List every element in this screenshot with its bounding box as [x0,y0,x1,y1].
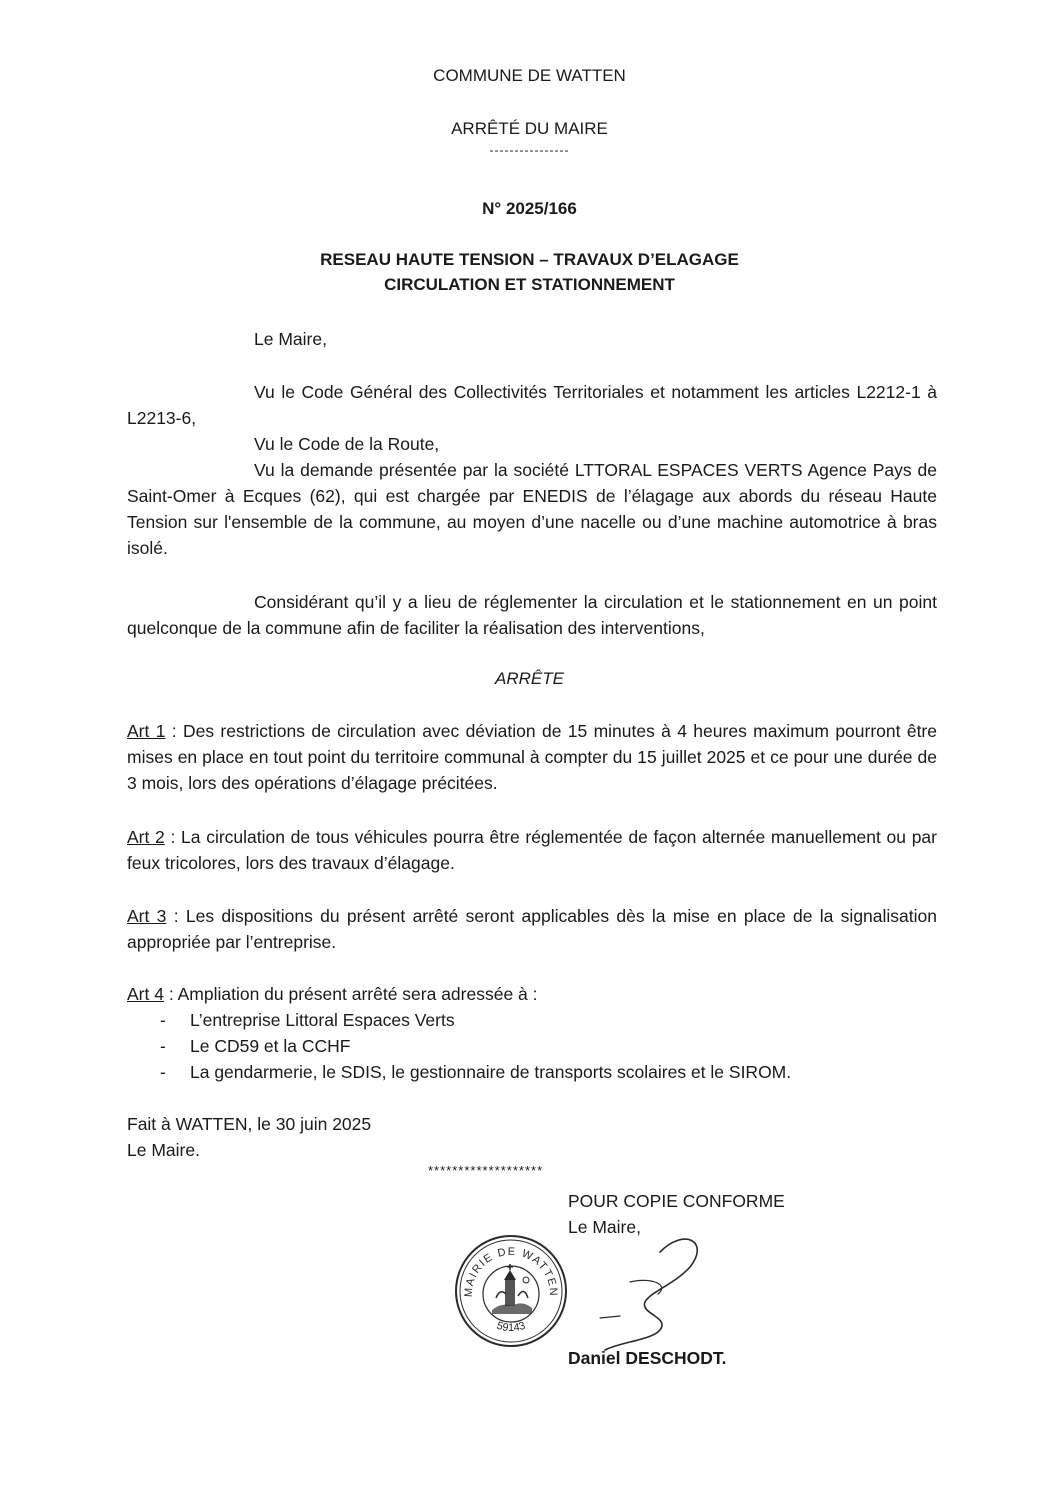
bullet-dash: - [160,1036,166,1056]
list-item [152,1033,932,1059]
article-3 [127,903,937,955]
recipient-text: Le CD59 et la CCHF [190,1036,351,1056]
article-text: : Des restrictions de circulation avec déviation de 15 minutes à 4 heures maximum pourront être mises en place en tout point du territoire communal à compter du 15 juillet 2025 et ce pour une durée de 3 mois, lors des opérations d’élagage précitées. [127,721,937,793]
article-4 [127,981,937,1007]
signature-icon [560,1222,730,1362]
mairie-seal-icon [452,1232,570,1350]
stars-separator: ******************* [428,1163,544,1178]
le-maire-copy: Le Maire, [568,1217,641,1237]
bullet-dash: - [160,1010,166,1030]
vu-code-route: Vu le Code de la Route, [254,434,440,454]
seal-bottom-text: 59143 [495,1319,527,1335]
article-2 [127,824,937,876]
commune-title: COMMUNE DE WATTEN [433,66,626,85]
arrete-number: N° 2025/166 [482,199,577,218]
signatory-name: Daniel DESCHODT. [568,1348,727,1368]
vu-cgct: Vu le Code Général des Collectivités Territoriales et notamment les articles L2212-1 à L2213-6, [127,382,937,428]
recipient-text: La gendarmerie, le SDIS, le gestionnaire de transports scolaires et le SIROM. [190,1062,792,1082]
article-text: : La circulation de tous véhicules pourra être réglementée de façon alternée manuellement ou par feux tricolores, lors des travaux d’élagage. [127,827,937,873]
header-separator: ---------------- [489,143,570,157]
recipient-text: L’entreprise Littoral Espaces Verts [190,1010,455,1030]
recipients-list [152,1007,932,1085]
article-label: Art 2 [127,827,165,847]
fait-a: Fait à WATTEN, le 30 juin 2025 [127,1114,372,1134]
article-1 [127,718,937,796]
article-label: Art 3 [127,906,167,926]
arrete-heading: ARRÊTE [495,669,564,688]
list-item [152,1007,932,1033]
le-maire-closing: Le Maire. [127,1140,200,1160]
considerant: Considérant qu’il y a lieu de réglementer la circulation et le stationnement en un point quelconque de la commune afin de faciliter la réalisation des interventions, [127,592,937,638]
article-label: Art 1 [127,721,166,741]
bullet-dash: - [160,1062,166,1082]
vu-demande: Vu la demande présentée par la société LTTORAL ESPACES VERTS Agence Pays de Saint-Omer à Ecques (62), qui est chargée par ENEDIS de l’élagage aux abords du réseau Haute Tension sur l'ensemble de la commune, au moyen d’une nacelle ou d’une machine automotrice à bras isolé. [127,460,937,558]
le-maire-opening: Le Maire, [254,329,327,349]
article-label: Art 4 [127,984,164,1004]
article-text: : Ampliation du présent arrêté sera adressée à : [163,984,538,1004]
list-item [152,1059,932,1085]
article-text: : Les dispositions du présent arrêté seront applicables dès la mise en place de la signalisation appropriée par l’entreprise. [127,906,937,952]
seal-top-text: MAIRIE DE WATTEN [462,1245,560,1298]
subject-line-2: CIRCULATION ET STATIONNEMENT [384,275,675,294]
arrete-du-maire-heading: ARRÊTÉ DU MAIRE [451,119,608,138]
pour-copie-conforme: POUR COPIE CONFORME [568,1191,785,1211]
subject-line-1: RESEAU HAUTE TENSION – TRAVAUX D’ELAGAGE [320,250,739,269]
